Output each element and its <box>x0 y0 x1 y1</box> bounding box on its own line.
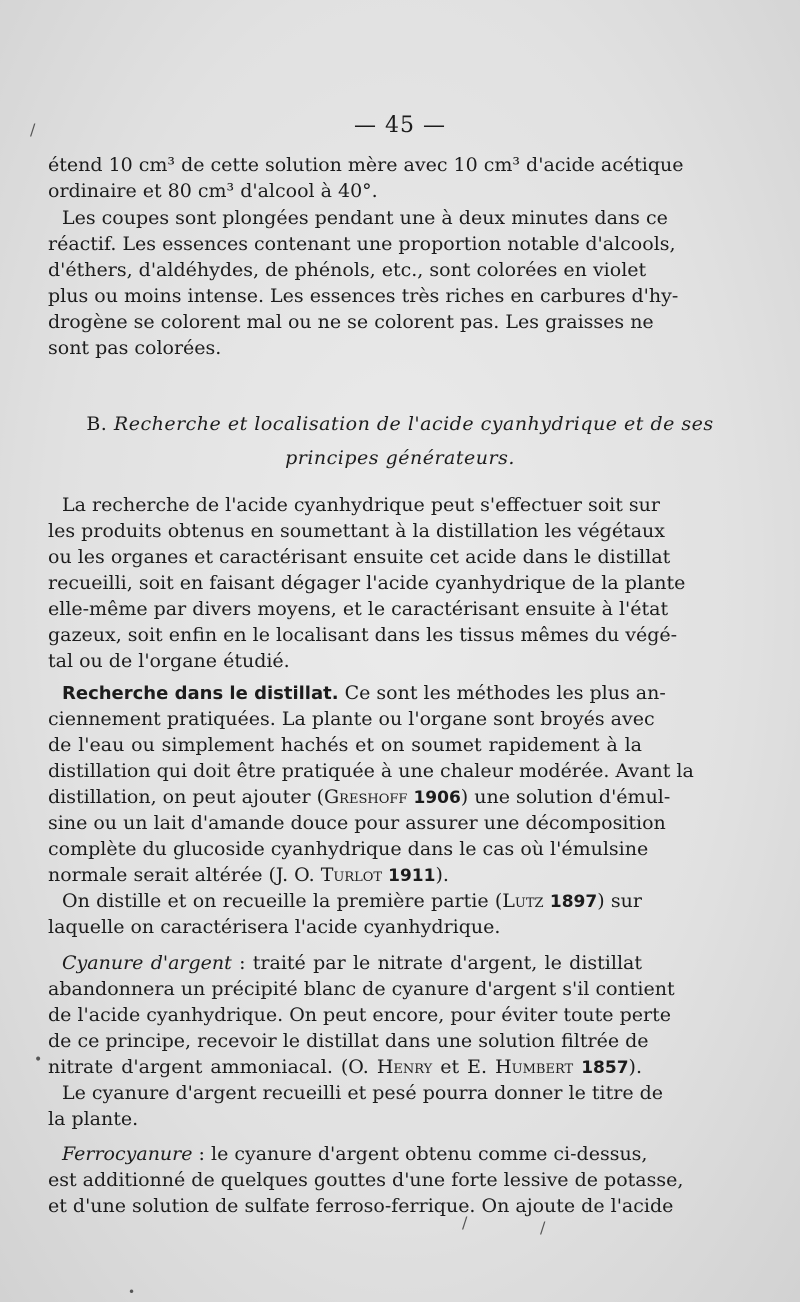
section-b-title-line-2: principes générateurs. <box>285 447 515 469</box>
author-humbert: Humbert <box>495 1056 574 1078</box>
author-greshoff: Greshoff <box>324 786 408 808</box>
section-b-title-line-1: Recherche et localisation de l'acide cyanhydrique et de ses <box>113 413 714 435</box>
cyanure-line-1-text: : traité par le nitrate d'argent, le distillat <box>239 952 642 974</box>
section-b-line-3: ou les organes et caractérisant ensuite cet acide dans le distillat <box>48 546 671 568</box>
ferrocyanure-line-1 <box>62 1141 648 1167</box>
intro-line-7: drogène se colorent mal ou ne se colorent pas. Les graisses ne <box>48 311 654 333</box>
distillat-line-1 <box>62 680 666 706</box>
intro-line-5: d'éthers, d'aldéhydes, de phénols, etc., sont colorées en violet <box>48 259 647 281</box>
page-number: — 45 — <box>354 113 446 138</box>
scan-mark: • <box>128 1285 136 1299</box>
cyanure-line-1 <box>62 950 642 976</box>
section-b-line-5: elle-même par divers moyens, et le caractérisant ensuite à l'état <box>48 598 669 620</box>
year-1857: 1857 <box>581 1058 629 1078</box>
distillat-line-5 <box>48 784 671 810</box>
cyanure-line-5-post: ). <box>628 1056 642 1078</box>
section-b-line-2: les produits obtenus en soumettant à la distillation les végétaux <box>48 520 665 542</box>
author-henry: Henry <box>376 1056 433 1078</box>
cyanure-line-5 <box>48 1054 642 1080</box>
distillat-line-8 <box>48 862 642 888</box>
distillat-line-9 <box>62 888 642 914</box>
author-lutz: Lutz <box>502 890 544 912</box>
cyanure-line-2: abandonnera un précipité blanc de cyanure d'argent s'il contient <box>48 978 675 1000</box>
ferrocyanure-line-1-text: : le cyanure d'argent obtenu comme ci-dessus, <box>198 1143 648 1165</box>
scan-mark: / <box>30 120 36 139</box>
intro-line-6: plus ou moins intense. Les essences très riches en carbures d'hy- <box>48 285 679 307</box>
ferrocyanure-line-2: est additionné de quelques gouttes d'une forte lessive de potasse, <box>48 1169 684 1191</box>
section-b-title <box>0 411 800 437</box>
intro-line-8: sont pas colorées. <box>48 337 222 359</box>
section-b-line-6: gazeux, soit enfin en le localisant dans les tissus mêmes du végé- <box>48 624 678 646</box>
intro-line-3: Les coupes sont plongées pendant une à deux minutes dans ce <box>62 207 668 229</box>
cyanure-line-4: de ce principe, recevoir le distillat dans une solution filtrée de <box>48 1030 649 1052</box>
distillat-line-5-pre: distillation, on peut ajouter ( <box>48 786 324 808</box>
scan-mark: • <box>34 1052 43 1068</box>
year-1897: 1897 <box>549 892 598 912</box>
ferrocyanure-term: Ferrocyanure <box>62 1143 193 1165</box>
ferrocyanure-line-3: et d'une solution de sulfate ferroso-ferrique. On ajoute de l'acide <box>48 1195 674 1217</box>
section-b-line-1: La recherche de l'acide cyanhydrique peut s'effectuer soit sur <box>62 494 660 516</box>
distillat-heading: Recherche dans le distillat. <box>62 683 339 704</box>
cyanure-line-5-pre: nitrate d'argent ammoniacal. (O. <box>48 1056 377 1078</box>
intro-line-4: réactif. Les essences contenant une proportion notable d'alcools, <box>48 233 676 255</box>
cyanure-line-6: Le cyanure d'argent recueilli et pesé pourra donner le titre de <box>62 1082 664 1104</box>
section-b-line-7: tal ou de l'organe étudié. <box>48 650 290 672</box>
cyanure-line-3: de l'acide cyanhydrique. On peut encore, pour éviter toute perte <box>48 1004 671 1026</box>
author-turlot: Turlot <box>320 864 383 886</box>
intro-line-2: ordinaire et 80 cm³ d'alcool à 40°. <box>48 180 378 202</box>
distillat-line-10: laquelle on caractérisera l'acide cyanhydrique. <box>48 916 501 938</box>
cyanure-term: Cyanure d'argent <box>62 952 232 974</box>
intro-line-1: étend 10 cm³ de cette solution mère avec 10 cm³ d'acide acétique <box>48 154 684 176</box>
year-1906: 1906 <box>413 788 461 808</box>
distillat-line-1-text: Ce sont les méthodes les plus an- <box>344 682 666 704</box>
distillat-line-6: sine ou un lait d'amande douce pour assurer une décomposition <box>48 812 666 834</box>
distillat-line-8-post: ). <box>435 864 449 886</box>
distillat-line-9-pre: On distille et on recueille la première partie ( <box>62 890 503 912</box>
distillat-line-4: distillation qui doit être pratiquée à une chaleur modérée. Avant la <box>48 760 694 782</box>
scan-mark: / <box>540 1218 546 1237</box>
distillat-line-8-pre: normale serait altérée (J. O. <box>48 864 321 886</box>
cyanure-line-5-mid: et E. <box>432 1056 496 1078</box>
distillat-line-5-post: ) une solution d'émul- <box>460 786 671 808</box>
distillat-line-7: complète du glucoside cyanhydrique dans le cas où l'émulsine <box>48 838 649 860</box>
section-b-line-4: recueilli, soit en faisant dégager l'acide cyanhydrique de la plante <box>48 572 686 594</box>
distillat-line-9-post: ) sur <box>597 890 642 912</box>
year-1911: 1911 <box>388 866 436 886</box>
scan-mark: / <box>462 1213 468 1232</box>
distillat-line-3: de l'eau ou simplement hachés et on soumet rapidement à la <box>48 734 642 756</box>
cyanure-line-7: la plante. <box>48 1108 139 1130</box>
distillat-line-2: ciennement pratiquées. La plante ou l'organe sont broyés avec <box>48 708 655 730</box>
section-b-label: B. <box>86 413 108 435</box>
